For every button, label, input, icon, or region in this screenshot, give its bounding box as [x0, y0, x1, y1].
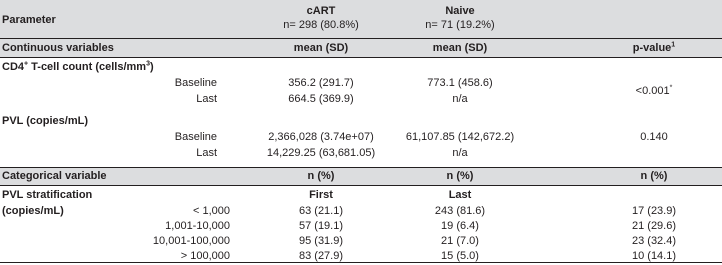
- strat-row-col3: 17 (23.9): [631, 205, 677, 217]
- pvl-baseline-naive: 61,107.85 (142,672.2): [405, 131, 515, 143]
- cd4-last-label: Last: [196, 93, 217, 105]
- strat-sub-last: Last: [448, 189, 472, 201]
- strat-sub-first: First: [309, 189, 333, 201]
- header-cart-title: cART: [306, 5, 336, 17]
- strat-row-col3: 10 (14.1): [631, 250, 677, 262]
- pvl-label: PVL (copies/mL): [2, 115, 88, 127]
- strat-row-last: 15 (5.0): [441, 250, 479, 262]
- pvl-last-naive: n/a: [452, 147, 468, 159]
- cd4-label: CD4+ T-cell count $(cells/mm^3)$: [2, 60, 154, 73]
- continuous-col-cart: mean (SD): [293, 42, 349, 54]
- categorical-col-cart: n (%): [307, 170, 335, 182]
- strat-row-range: 10,001-100,000: [152, 235, 230, 247]
- rule-table-end: [0, 262, 722, 263]
- continuous-col-p: p-value$^1$: [632, 41, 676, 54]
- categorical-band: [0, 168, 722, 185]
- strat-row-last: 21 (7.0): [441, 235, 479, 247]
- strat-row-range: 1,001-10,000: [165, 220, 230, 232]
- cd4-last-cart: 664.5 (369.9): [288, 93, 354, 105]
- strat-row-range: < 1,000: [192, 205, 230, 217]
- categorical-label: Categorical variable: [2, 170, 107, 182]
- continuous-label: Continuous variables: [2, 42, 114, 54]
- header-band: [0, 0, 722, 38]
- pvl-p-value: 0.140: [640, 131, 668, 143]
- strat-row-first: 57 (19.1): [298, 220, 344, 232]
- strat-row-first: 63 (21.1): [298, 205, 344, 217]
- header-cart-n: n= 298 (80.8%): [283, 19, 359, 31]
- strat-row-last: 19 (6.4): [441, 220, 479, 232]
- strat-label-line1: PVL stratification: [2, 189, 93, 201]
- strat-row-last: 243 (81.6): [434, 205, 486, 217]
- strat-label-line2: (copies/mL): [2, 205, 64, 217]
- cd4-baseline-naive: 773.1 (458.6): [427, 77, 493, 89]
- rule-categorical: [0, 185, 722, 186]
- cd4-baseline-label: Baseline: [174, 77, 217, 89]
- pvl-last-label: Last: [196, 147, 217, 159]
- cd4-p-value: <0.001*: [635, 84, 673, 97]
- continuous-col-naive: mean (SD): [432, 42, 488, 54]
- strat-row-col3: 21 (29.6): [631, 220, 677, 232]
- categorical-col-p: n (%): [640, 170, 668, 182]
- strat-row-range: > 100,000: [180, 250, 230, 262]
- rule-continuous: [0, 57, 722, 58]
- pvl-last-cart: 14,229.25 (63,681.05): [266, 147, 376, 159]
- categorical-col-naive: n (%): [446, 170, 474, 182]
- strat-row-col3: 23 (32.4): [631, 235, 677, 247]
- header-naive-n: n= 71 (19.2%): [425, 19, 495, 31]
- strat-row-first: 83 (27.9): [298, 250, 344, 262]
- pvl-baseline-cart: 2,366,028 (3.74e+07): [268, 131, 374, 143]
- header-naive-title: Naive: [445, 5, 475, 17]
- cd4-baseline-cart: 356.2 (291.7): [288, 77, 354, 89]
- pvl-baseline-label: Baseline: [174, 131, 217, 143]
- cd4-last-naive: n/a: [452, 93, 468, 105]
- header-parameter: Parameter: [2, 14, 56, 26]
- strat-row-first: 95 (31.9): [298, 235, 344, 247]
